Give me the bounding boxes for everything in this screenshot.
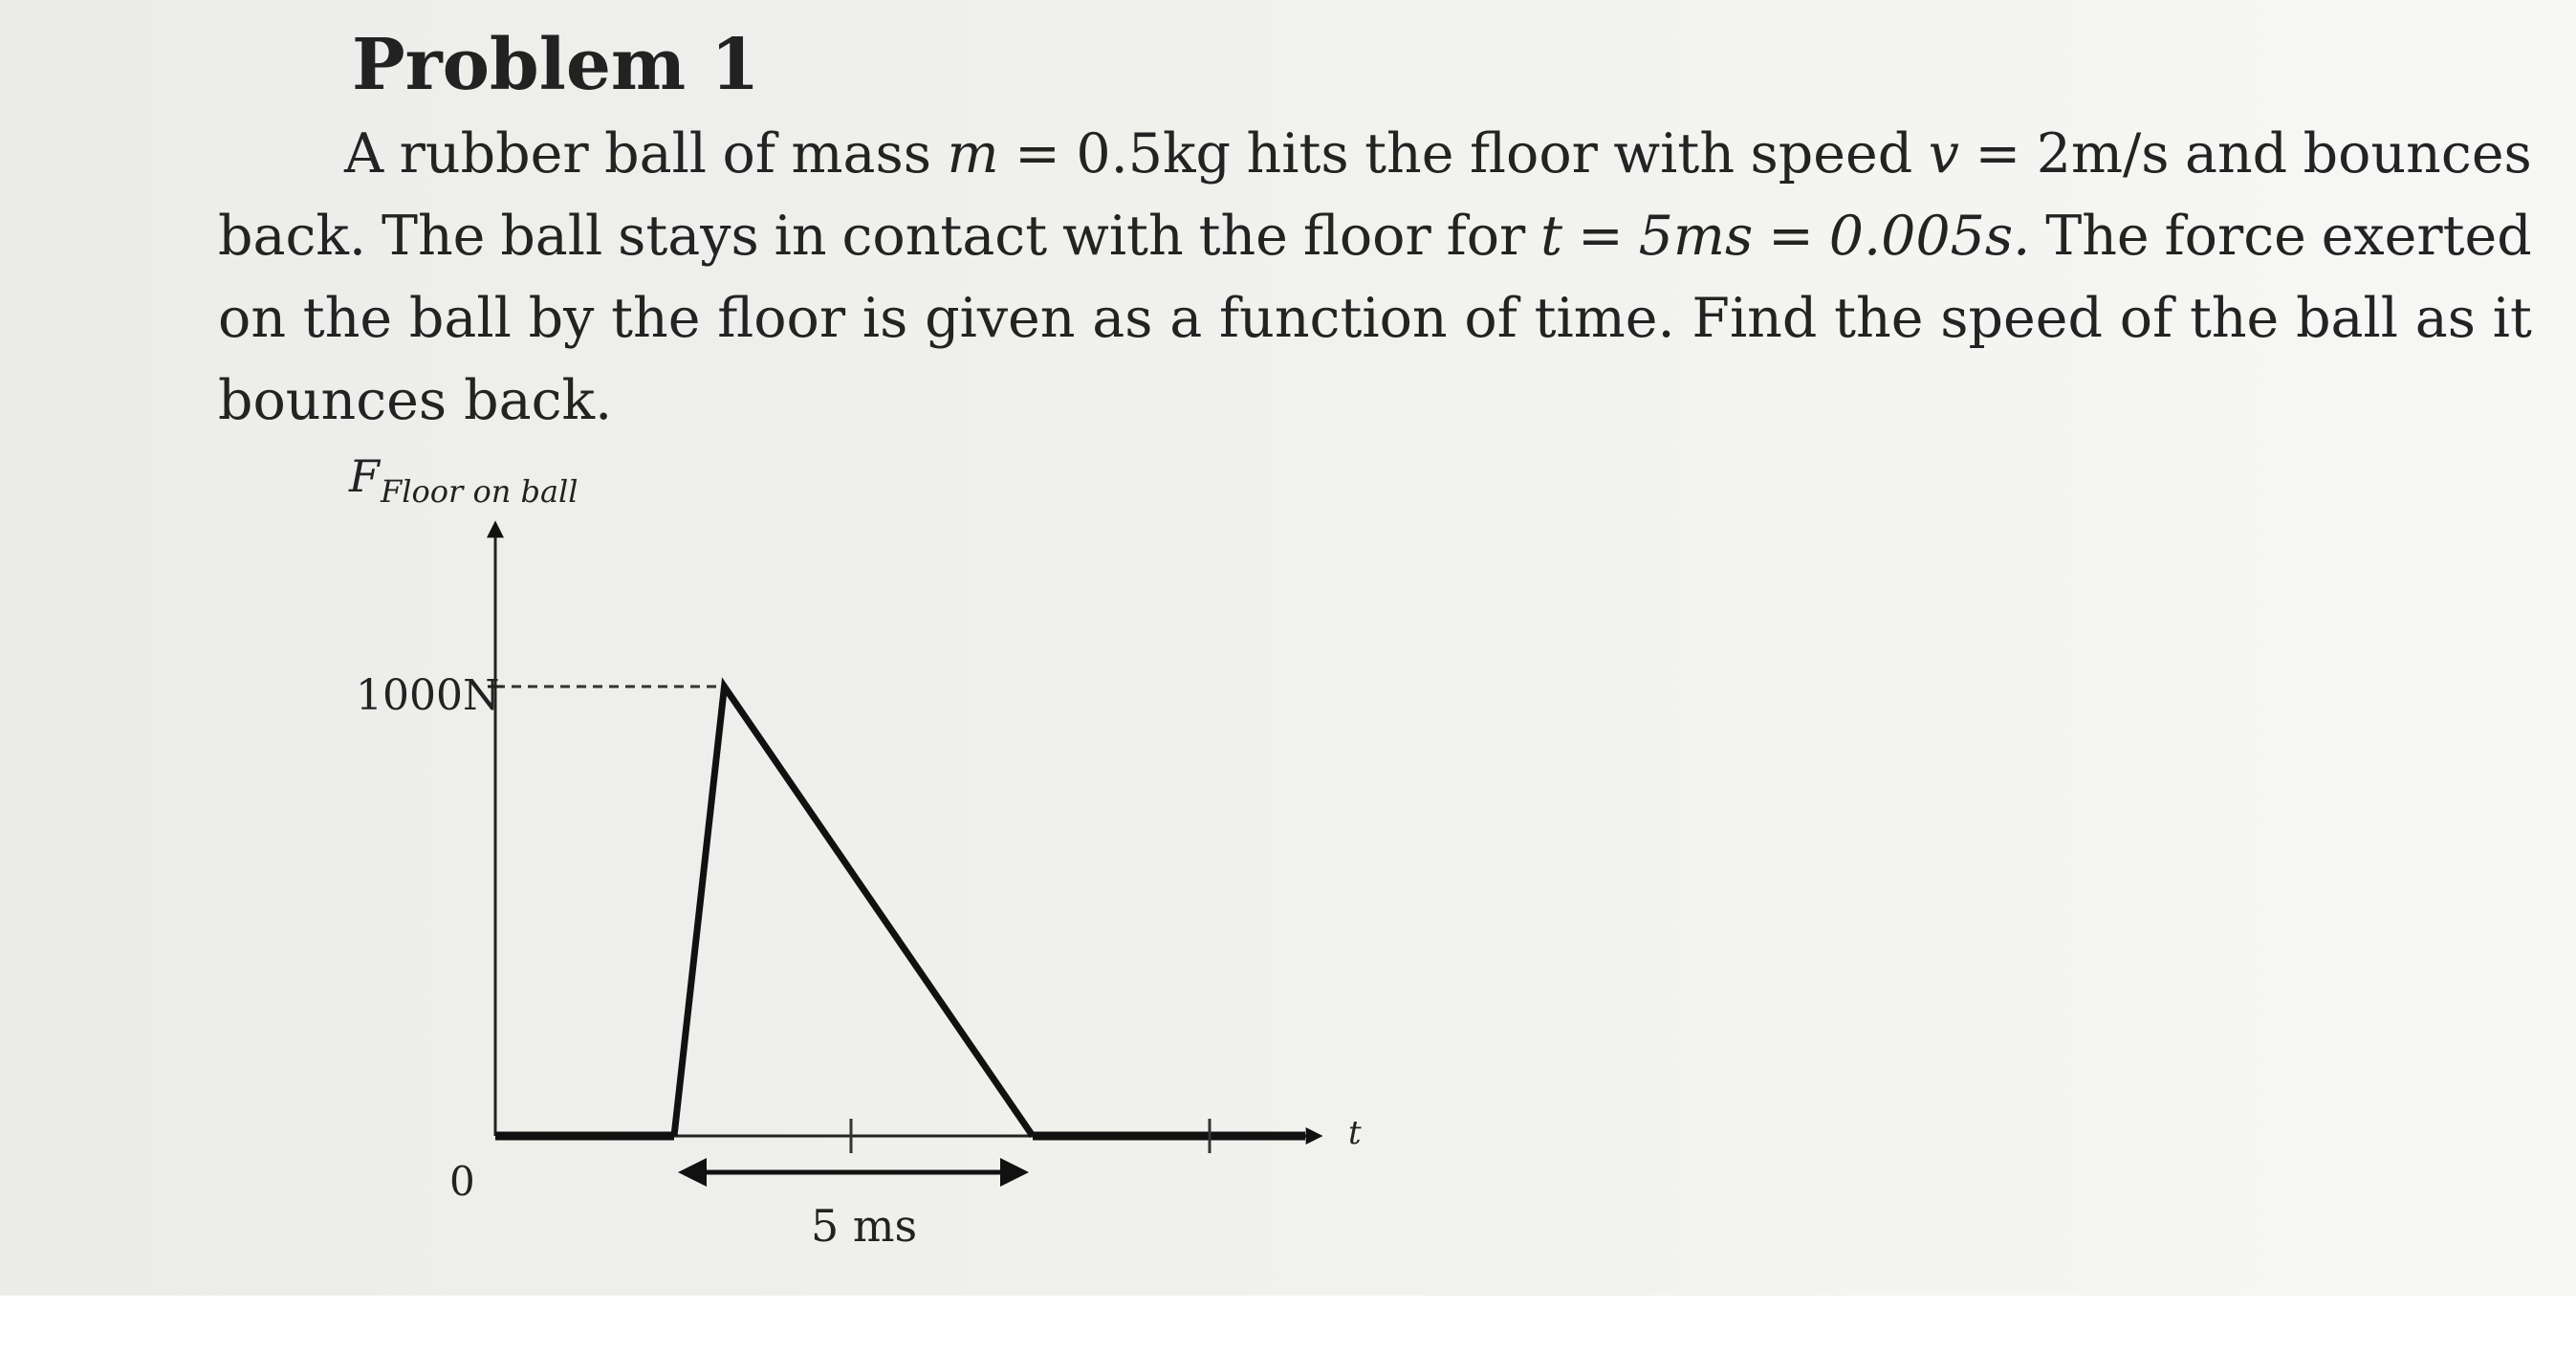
force-axis-subscript: Floor on ball xyxy=(381,473,579,510)
statement-word: the xyxy=(1364,122,1454,185)
duration-label: 5 ms xyxy=(811,1200,918,1252)
statement-word: as xyxy=(2414,287,2476,350)
statement-word: rubber xyxy=(399,122,589,185)
statement-word: bounces xyxy=(2303,122,2532,185)
statement-word: of xyxy=(2119,287,2173,350)
statement-word: contact xyxy=(841,205,1048,268)
statement-word: of xyxy=(1464,287,1517,350)
statement-word: of xyxy=(722,122,775,185)
statement-word: force xyxy=(2164,205,2306,268)
peak-force-label: 1000N xyxy=(356,671,500,720)
statement-word: back. xyxy=(464,369,613,432)
statement-word: the xyxy=(1198,205,1288,268)
statement-word: the xyxy=(611,287,701,350)
statement-word: stays xyxy=(618,205,759,268)
statement-word: back. xyxy=(218,205,367,268)
statement-word: 2m/s xyxy=(2036,122,2170,185)
statement-word: ball xyxy=(2296,287,2398,350)
statement-word: is xyxy=(862,287,908,350)
statement-word: ball xyxy=(408,287,512,350)
time-axis-label: t xyxy=(1348,1114,1362,1152)
statement-word: exerted xyxy=(2321,205,2532,268)
statement-word: floor xyxy=(1469,122,1598,185)
statement-word: speed xyxy=(1750,122,1913,185)
statement-word: m xyxy=(947,122,999,185)
statement-word: by xyxy=(528,287,595,350)
statement-word: hits xyxy=(1246,122,1349,185)
statement-word: The xyxy=(381,205,486,268)
statement-word: bounces xyxy=(218,369,448,432)
statement-word: ball xyxy=(500,205,603,268)
statement-word: = xyxy=(1015,122,1060,185)
statement-word: time. xyxy=(1534,287,1675,350)
statement-word: floor xyxy=(1302,205,1431,268)
statement-word: function xyxy=(1219,287,1448,350)
statement-word: given xyxy=(925,287,1076,350)
statement-word: The xyxy=(2045,205,2150,268)
statement-word: as xyxy=(1092,287,1153,350)
statement-word: speed xyxy=(1940,287,2103,350)
statement-word: with xyxy=(1613,122,1736,185)
statement-word: the xyxy=(302,287,393,350)
statement-word: 5ms xyxy=(1638,205,1754,268)
statement-word: on xyxy=(218,287,287,350)
statement-word: in xyxy=(774,205,827,268)
statement-word: = xyxy=(1577,205,1624,268)
force-axis-label: F xyxy=(349,450,380,502)
statement-word: = xyxy=(1768,205,1814,268)
statement-word: 0.5kg xyxy=(1076,122,1232,185)
statement-word: it xyxy=(2492,287,2532,350)
statement-word: 0.005s. xyxy=(1828,205,2031,268)
statement-word: the xyxy=(2189,287,2280,350)
statement-word: mass xyxy=(791,122,931,185)
force-pulse-line xyxy=(674,687,1033,1136)
statement-word: v xyxy=(1928,122,1959,185)
statement-word: Find xyxy=(1692,287,1818,350)
problem-title: Problem 1 xyxy=(352,24,760,106)
statement-word: for xyxy=(1446,205,1526,268)
statement-word: a xyxy=(1169,287,1203,350)
statement-word: t xyxy=(1540,205,1563,268)
statement-word: ball xyxy=(604,122,708,185)
statement-word: the xyxy=(1834,287,1924,350)
statement-word: A xyxy=(344,122,384,185)
statement-word: = xyxy=(1975,122,2021,185)
statement-word: with xyxy=(1062,205,1184,268)
statement-word: floor xyxy=(717,287,846,350)
statement-word: and xyxy=(2184,122,2288,185)
origin-label: 0 xyxy=(449,1158,475,1205)
